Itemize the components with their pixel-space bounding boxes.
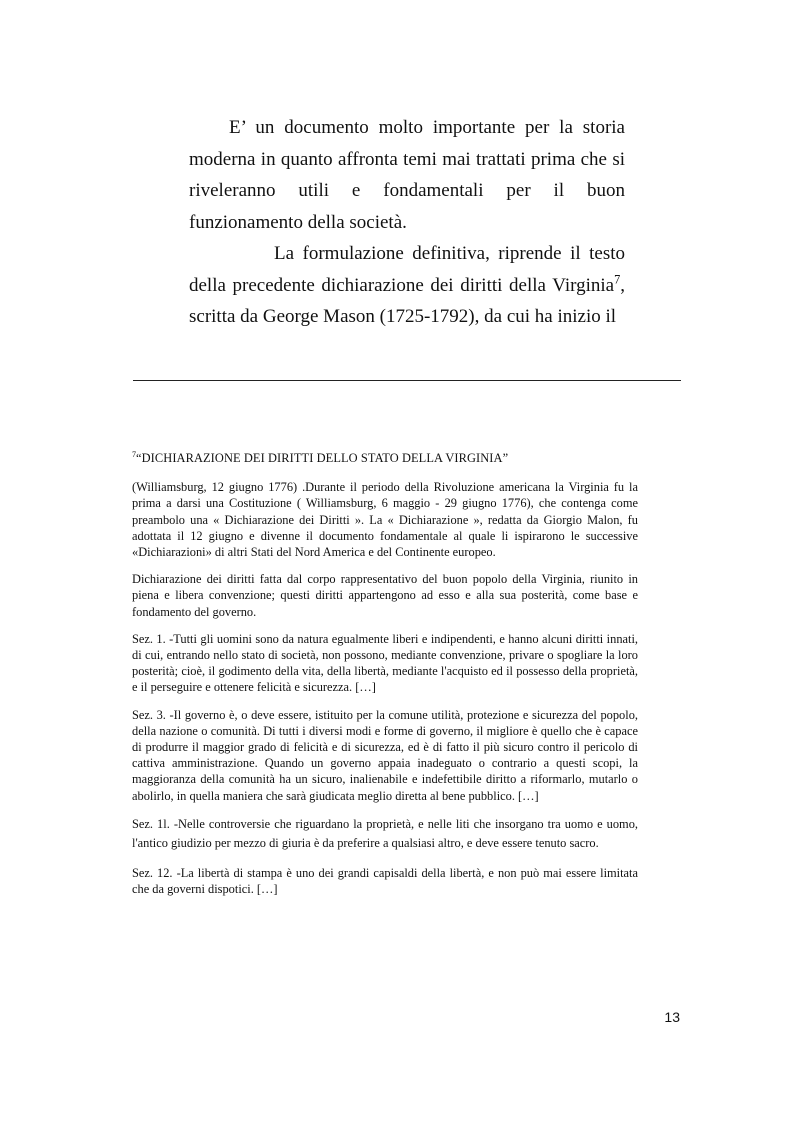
page-number: 13	[664, 1009, 680, 1025]
footnote-preamble: Dichiarazione dei diritti fatta dal corpo rappresentativo del buon popolo della Virginia, riunito in piena e libera convenzione; questi diritti appartengono ad esso e alla sua posterità, come base e fondamento del governo.	[132, 572, 638, 619]
footnote-marker: 7	[132, 449, 137, 459]
paragraph-1: E’ un documento molto importante per la storia moderna in quanto affronta temi mai trattati prima che si riveleranno utili e fondamentali per il buon funzionamento della società.	[189, 117, 625, 233]
footnote-reference[interactable]: 7	[614, 272, 621, 287]
section-12: Sez. 12. -La libertà di stampa è uno dei grandi capisaldi della libertà, e non può mai essere limitata che da governi dispotici. […]	[132, 865, 638, 897]
footnote-title-line	[132, 450, 638, 466]
footnote-block	[132, 450, 638, 908]
main-text	[189, 112, 625, 333]
paragraph-2-continuation: , scritta da George Mason (1725-1792), da cui ha inizio il	[189, 274, 625, 327]
section-11: Sez. 1l. -Nelle controversie che riguardano la proprietà, e nelle liti che insorgano tra uomo e uomo, l'antico giudizio per mezzo di giuria è da preferire a qualsiasi altro, e deve essere tenuto sacro.	[132, 816, 638, 851]
footnote-separator	[133, 380, 681, 381]
section-1: Sez. 1. -Tutti gli uomini sono da natura egualmente liberi e indipendenti, e hanno alcuni diritti innati, di cui, entrando nello stato di società, non possono, mediante convenzione, privare o spogliare la loro posterità; cioè, il godimento della vita, della libertà, mediante l'acquisto ed il possesso della proprietà, e il perseguire e ottenere felicità e sicurezza. […]	[132, 631, 638, 695]
footnote-title: “DICHIARAZIONE DEI DIRITTI DELLO STATO DELLA VIRGINIA”	[136, 451, 509, 465]
footnote-intro: (Williamsburg, 12 giugno 1776) .Durante il periodo della Rivoluzione americana la Virginia fu la prima a darsi una Costituzione ( Williamsburg, 6 maggio - 29 giugno 1776), che contenga come preambolo una « Dichiarazione dei Diritti ». La « Dichiarazione », redatta da Giorgio Malon, fu adottata il 12 giugno e divenne il documento fondamentale al quale li ispirarono le successive «Dichiarazioni» di altri Stati del Nord America e del Continente europeo.	[132, 480, 638, 560]
paragraph-2-text: La formulazione definitiva, riprende il testo della precedente dichiarazione dei diritti della Virginia	[189, 243, 625, 296]
section-3: Sez. 3. -Il governo è, o deve essere, istituito per la comune utilità, protezione e sicurezza del popolo, della nazione o comunità. Di tutti i diversi modi e forme di governo, il migliore è quello che è capace di produrre il maggior grado di felicità e di sicurezza, ed è di fatto il più sicuro contro il pericolo di cattiva amministrazione. Quando un governo appaia inadeguato o contrario a questi scopi, la maggioranza della comunità ha un sicuro, inalienabile e indefettibile diritto a riformarlo, mutarlo o abolirlo, in quella maniera che sarà giudicata meglio diretta al bene pubblico. […]	[132, 707, 638, 803]
paragraph-2	[189, 238, 625, 333]
